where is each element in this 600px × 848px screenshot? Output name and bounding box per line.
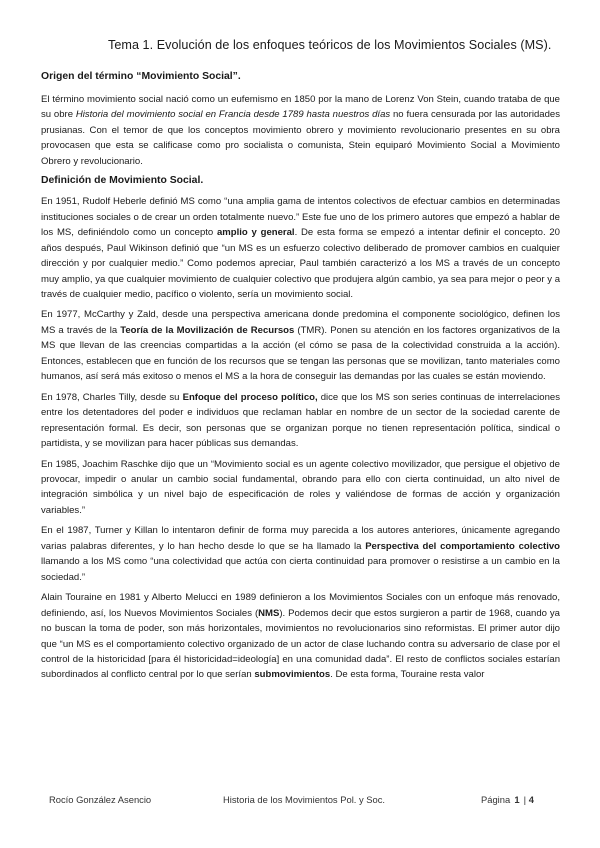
bold-term: Perspectiva del comportamiento colectivo <box>365 540 560 552</box>
footer-subject: Historia de los Movimientos Pol. y Soc. <box>223 794 386 805</box>
section-heading-origin: Origen del término “Movimiento Social”. <box>41 71 241 82</box>
text-run: llamando a los MS como “una colectividad que actúa con cierta continuidad para promover o resistirse a un cambio en la sociedad.” <box>41 556 560 583</box>
bold-term: amplio y general <box>217 227 295 239</box>
section-heading-definition: Definición de Movimiento Social. <box>41 175 204 187</box>
page-label: Página <box>481 794 511 805</box>
document-title: Tema 1. Evolución de los enfoques teóricos de los Movimientos Sociales (MS). <box>108 38 552 52</box>
page-separator: | <box>521 794 529 805</box>
text-run: no fuera censurada por las autoridades prusianas. Con el temor de que los conceptos movimiento obrero y movimiento revolucionario presentes en su obra provocasen que esta se calificase como pro socialista o comunista, Stein equiparó Movimiento Social a Movimiento Obrero y revolucionario. <box>41 109 560 167</box>
paragraph-tilly <box>41 390 560 452</box>
text-run: El término movimiento social nació como un eufemismo en 1850 por la mano de Lorenz Von Stein, cuando trataba de que su obre <box>41 94 560 121</box>
paragraph-touraine <box>41 590 560 683</box>
footer-page-number <box>481 794 535 805</box>
footer-author: Rocío González Asencio <box>49 794 152 805</box>
page-footer <box>0 794 600 808</box>
text-run: dice que los MS son series continuas de interrelaciones entre los detentadores del poder e individuos que reclaman hablar en nombre de un sector de la sociedad carente de representación formal. Es decir, son personas que se organizan porque no tienen representación política, sindical o partidista, y se movilizan para hacer públicas sus demandas. <box>41 391 560 450</box>
paragraph-raschke: En 1985, Joachim Raschke dijo que un “Movimiento social es un agente colectivo movilizador, que persigue el objetivo de provocar, impedir o anular un cambio social fundamental, obrando para ello con cierta continuidad, un alto nivel de integración simbólica y un nivel bajo de especificación de roles y valiéndose de formas de acción y organización variables.” <box>41 458 560 516</box>
text-run: En 1978, Charles Tilly, desde su <box>41 391 183 403</box>
text-run: En 1951, Rudolf Heberle definió MS como “una amplia gama de intentos colectivos de efectuar cambios en determinadas instituciones sociales o de crear un orden totalmente nuevo.” Este fue uno de los primero autores que empezó a hablar de los MS, definiéndolo como un concepto <box>41 196 560 239</box>
page-current: 1 <box>514 794 522 805</box>
text-run: ). Podemos decir que estos surgieron a partir de 1968, cuando ya no buscan la toma de poder, son más horizontales, movimientos no revolucionarios sino reformistas. El primer autor dijo que “un MS es el comportamiento colectivo organizado de un actor de clase luchando contra su adversario de clase por el control de la historicidad [para él historicidad=ideología] en una comunidad dada”. El resto de conflictos sociales estarían subordinados al conflicto central por lo que serían <box>41 607 560 681</box>
paragraph-heberle <box>41 194 560 302</box>
page-total: 4 <box>528 794 536 805</box>
paragraph-origin <box>41 92 560 169</box>
bold-term: submovimientos <box>254 669 331 681</box>
text-run: . De esta forma, Touraine resta valor <box>330 669 485 681</box>
text-run: Alain Touraine en 1981 y Alberto Melucci en 1989 definieron a los Movimientos Sociales con un enfoque más renovado, definiendo, así, los Nuevos Movimientos Sociales ( <box>41 592 560 619</box>
paragraph-turner <box>41 523 560 585</box>
text-run: . De esta forma se empezó a intentar definir el concepto. 20 años después, Paul Wikinson definió que “un MS es un esfuerzo colectivo deliberado de promover cambios en cualquier dirección y por cualquier medio.” Como podemos apreciar, Paul también caracterizó a los MS a través de un concepto muy amplio, ya que cualquier movimiento de cualquier colectivo que produjera algún cambio, ya sea para mejor o peor y a través de cualquier medio, pacífico o violento, sería un movimiento social. <box>41 227 560 300</box>
document-body <box>41 70 560 688</box>
text-run: En 1977, McCarthy y Zald, desde una perspectiva americana donde predomina el componente sociológico, definen los MS a través de la <box>41 309 560 336</box>
text-run: En el 1987, Turner y Killan lo intentaron definir de forma muy parecida a los autores anteriores, únicamente agregando varias palabras diferentes, y lo han hecho desde lo que se ha llamado la <box>41 525 560 552</box>
bold-term: NMS <box>258 607 280 619</box>
text-run: (TMR). Ponen su atención en los factores organizativos de la MS que llevan de las creencias compartidas a la acción (el cómo se pasa de la colectividad construida a la acción). Entonces, establecen que en función de los recursos que se tengan las personas que se movilizan, tanto materiales como humanos, así será más exitoso o menos el MS a la hora de conseguir las demandas por las cuales se están moviendo. <box>41 324 560 383</box>
book-title: Historia del movimiento social en Francia desde 1789 hasta nuestros días <box>75 109 391 121</box>
paragraph-mccarthy <box>41 307 560 384</box>
bold-term: Enfoque del proceso político, <box>182 391 318 403</box>
bold-term: Teoría de la Movilización de Recursos <box>120 324 295 336</box>
